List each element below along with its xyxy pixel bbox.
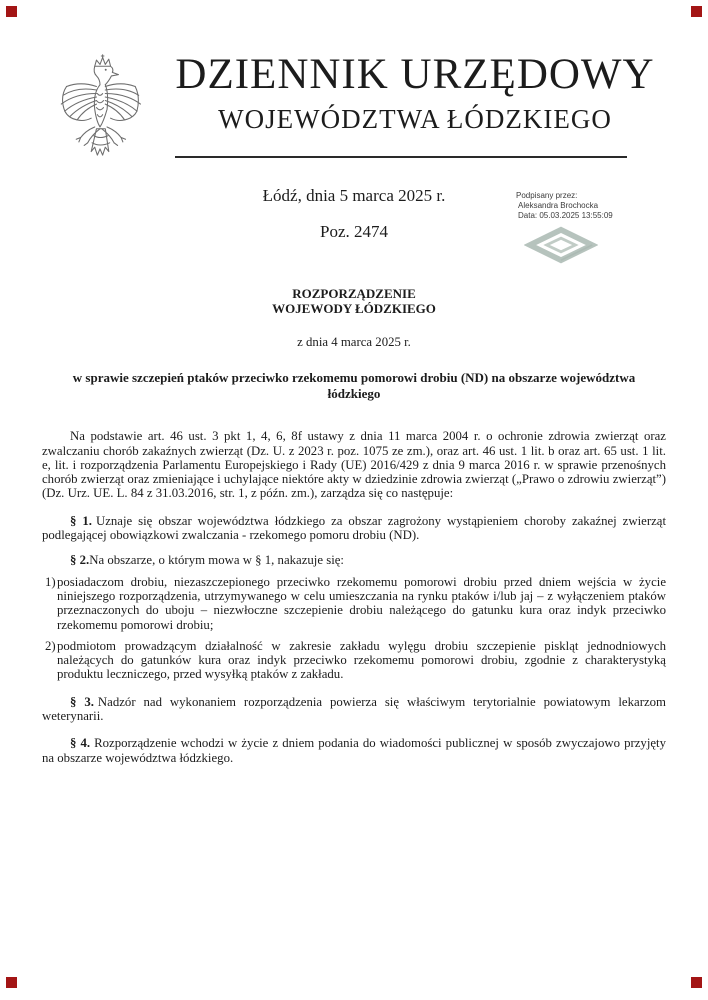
section-1-label: § 1. xyxy=(70,513,92,528)
section-4-text: Rozporządzenie wchodzi w życie z dniem podania do wiadomości publicznej w sposób zwyczajowo przyjęty na obszarze województwa łódzkiego. xyxy=(42,736,667,765)
act-type-line2: WOJEWODY ŁÓDZKIEGO xyxy=(272,301,436,316)
act-body xyxy=(42,286,666,765)
list-item-2 xyxy=(42,639,666,682)
list-item-1-number: 1) xyxy=(45,574,56,589)
act-date: z dnia 4 marca 2025 r. xyxy=(297,335,411,349)
act-subject: w sprawie szczepień ptaków przeciwko rzekomemu pomorowi drobiu (ND) na obszarze województwa łódzkiego xyxy=(72,370,636,401)
position-number: Poz. 2474 xyxy=(320,222,388,241)
header-divider xyxy=(175,156,627,158)
section-4-label: § 4. xyxy=(70,736,91,751)
signed-by-label: Podpisany przez: xyxy=(516,191,578,200)
section-3-text: Nadzór nad wykonaniem rozporządzenia powierza się właściwym terytorialnie powiatowym lekarzom weterynarii. xyxy=(42,694,666,724)
list-item-2-text: podmiotom prowadzącym działalność w zakresie zakładu wylęgu drobiu szczepienie piskląt jednodniowych należących do gatunków kura oraz indyk przeciwko rzekomemu pomorowi drobiu, zgodnie z charakterystyką produktu leczniczego, przed wysyłką ptaków z zakładu. xyxy=(57,638,666,682)
section-1 xyxy=(42,514,666,543)
section-2-text: Na obszarze, o którym mowa w § 1, nakazuje się: xyxy=(89,553,344,568)
act-type xyxy=(42,286,666,316)
list-item-1-text: posiadaczom drobiu, niezaszczepionego przeciwko rzekomemu pomorowi drobiu przed dniem wejścia w życie niniejszego rozporządzenia, utrzymywanego w celu umieszczania na rynku ptaków i/lub jaj – z wyłączeniem ptaków przeznaczonych do uboju – niezwłoczne szczepienie drobiu należącego do gatunku kura oraz indyk przeciwko rzekomemu pomorowi drobiu; xyxy=(57,574,666,632)
polish-eagle-icon xyxy=(56,52,144,172)
list-item-1 xyxy=(42,575,666,632)
section-3-label: § 3. xyxy=(70,694,94,709)
corner-marker-top-left xyxy=(6,6,17,17)
gazette-title: DZIENNIK URZĘDOWY xyxy=(175,51,655,98)
section-4 xyxy=(42,736,666,765)
list-item-2-number: 2) xyxy=(45,638,56,653)
section-2 xyxy=(42,553,666,567)
corner-marker-top-right xyxy=(691,6,702,17)
section-1-text: Uznaje się obszar województwa łódzkiego za obszar zagrożony wystąpieniem choroby zakaźnej zwierząt podlegającej obowiązkowi zwalczania - rzekomego pomoru drobiu (ND). xyxy=(42,513,666,543)
section-2-label: § 2. xyxy=(70,553,90,568)
masthead xyxy=(165,52,665,134)
signature-date: Data: 05.03.2025 13:55:09 xyxy=(518,211,613,220)
signature-stamp xyxy=(516,191,636,265)
preamble-paragraph: Na podstawie art. 46 ust. 3 pkt 1, 4, 6, 8f ustawy z dnia 11 marca 2004 r. o ochronie zdrowia zwierząt oraz zwalczaniu chorób zakaźnych zwierząt (Dz. U. z 2023 r. poz. 1075 ze zm.), oraz art. 46 ust. 1 lit. b oraz art. 65 ust. 1 lit. e, lit. i rozporządzenia Parlamentu Europejskiego i Rady (UE) 2016/429 z dnia 9 marca 2016 r. w sprawie przenośnych chorób zwierząt oraz zmieniające i uchylające niektóre akty w dziedzinie zdrowia zwierząt („Prawo o zdrowiu zwierząt”) (Dz. Urz. UE. L. 84 z 31.03.2016, str. 1, z późn. zm.), zarządza się co następuje: xyxy=(42,429,666,501)
gazette-subtitle: WOJEWÓDZTWA ŁÓDZKIEGO xyxy=(218,104,612,134)
act-type-line1: ROZPORZĄDZENIE xyxy=(292,286,416,301)
section-3 xyxy=(42,695,666,724)
corner-marker-bottom-right xyxy=(691,977,702,988)
corner-marker-bottom-left xyxy=(6,977,17,988)
place-and-date: Łódź, dnia 5 marca 2025 r. xyxy=(262,186,446,205)
signer-name: Aleksandra Brochocka xyxy=(518,201,599,210)
signature-seal-diamond-icon xyxy=(524,225,598,265)
